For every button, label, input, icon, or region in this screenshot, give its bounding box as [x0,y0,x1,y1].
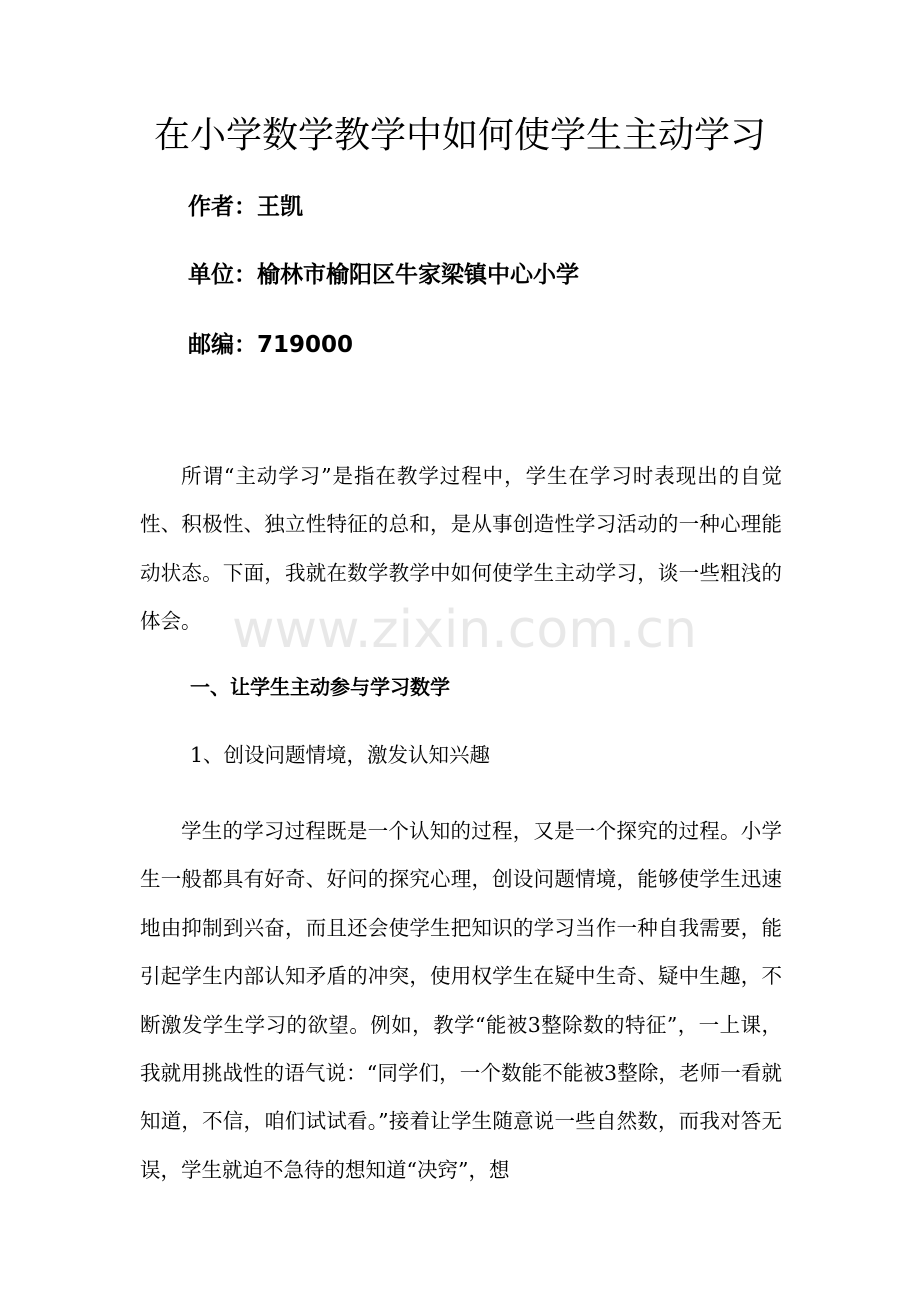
document-title: 在小学数学教学中如何使学生主动学习 [153,115,766,156]
subsection-paragraph: 学生的学习过程既是一个认知的过程，又是一个探究的过程。小学生一般都具有好奇、好问的探究心理，创设问题情境，能够使学生迅速地由抑制到兴奋，而且还会使学生把知识的学习当作一种自我需要，能引起学生内部认知矛盾的冲突，使用权学生在疑中生奇、疑中生趣，不断激发学生学习的欲望。例如，教学“能被3整除数的特征”，一上课，我就用挑战性的语气说：“同学们，一个数能不能被3整除，老师一看就知道，不信，咱们试试看。”接着让学生随意说一些自然数，而我对答无误，学生就迫不急待的想知道“决窍”，想 [140,819,782,1182]
watermark: www.zixin.com.cn [232,600,697,660]
zip-line: 邮编：719000 [188,332,354,358]
section-heading: 一、让学生主动参与学习数学 [190,675,450,699]
unit-line: 单位：榆林市榆阳区牛家梁镇中心小学 [188,262,579,288]
subsection-heading: 1、创设问题情境，激发认知兴趣 [190,743,491,767]
intro-paragraph: 所谓“主动学习”是指在教学过程中，学生在学习时表现出的自觉性、积极性、独立性特征的总和，是从事创造性学习活动的一种心理能动状态。下面，我就在数学教学中如何使学生主动学习，谈一些粗浅的体会。 [140,464,782,634]
author-line: 作者：王凯 [188,194,303,220]
